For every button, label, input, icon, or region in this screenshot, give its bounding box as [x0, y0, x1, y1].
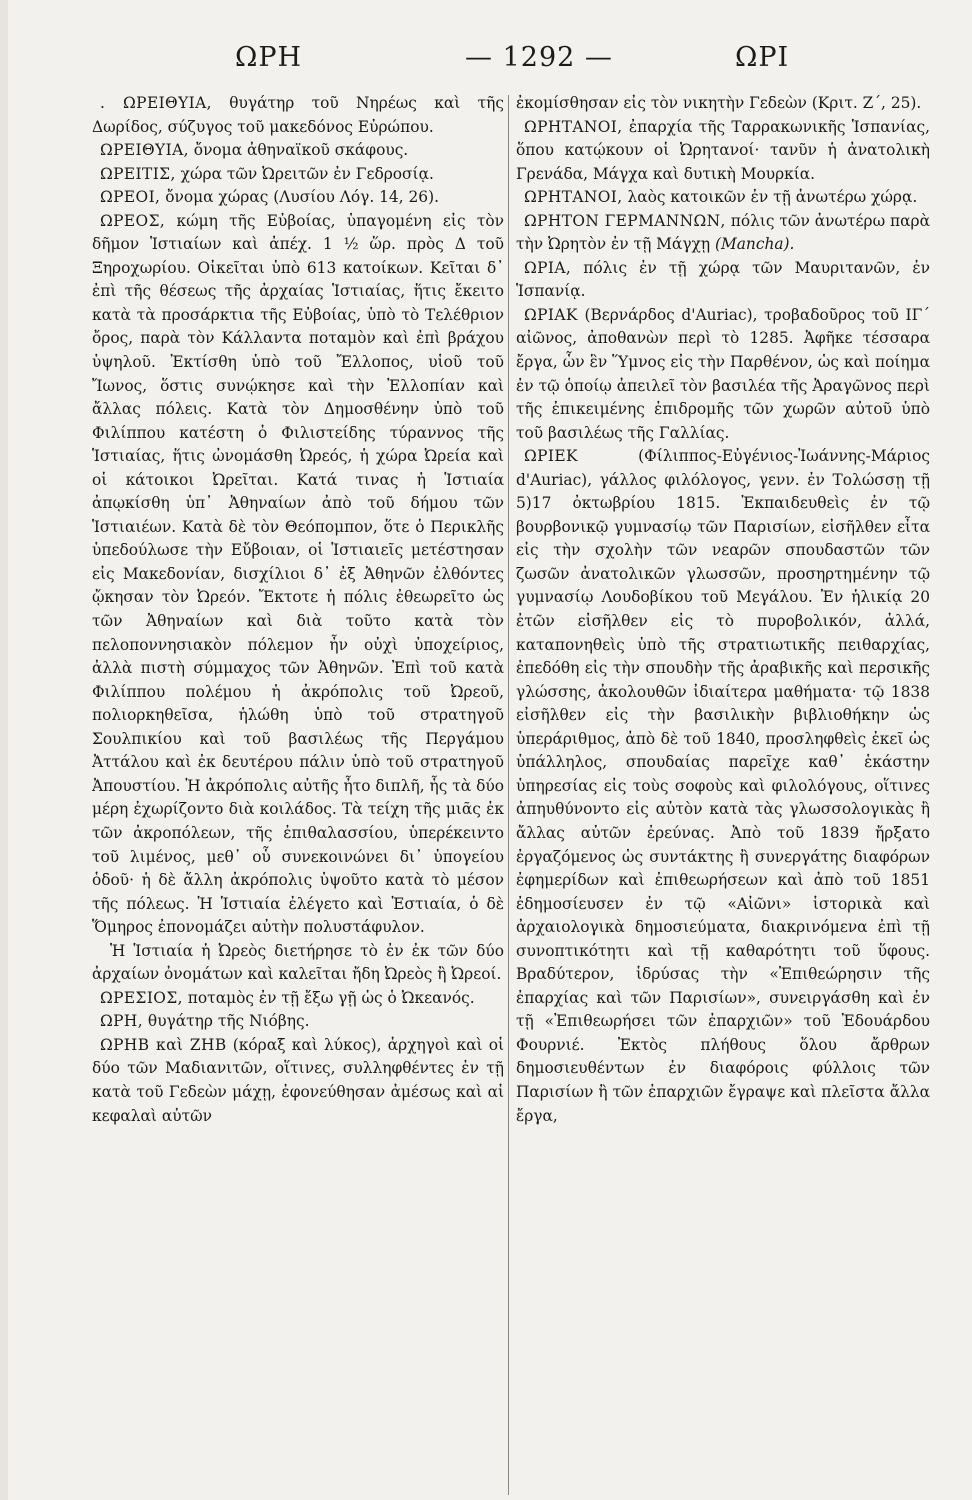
entry-text: (κόραξ καὶ λύκος), ἀρχηγοὶ καὶ οἱ δύο τῶν Μαδιανιτῶν, οἵτινες, συλληφθέντες ἐν τῇ κατὰ τοῦ Γεδεὼν μάχῃ, ἐφονεύθησαν ἀμέσως καὶ αἱ κεφαλαὶ αὐτῶν — [92, 1035, 504, 1125]
entry-text: πόλις τῶν ἀνωτέρω παρὰ τὴν Ὠρητὸν ἐν τῇ Μάγχῃ — [516, 211, 930, 254]
entry-text: κώμη τῆς Εὐβοίας, ὑπαγομένη εἰς τὸν δῆμον Ἱστιαίων καὶ ἀπέχ. 1 ½ ὥρ. πρὸς Δ τοῦ Ξηροχωρίου. Οἰκεῖται ὑπὸ 613 κατοίκων. Κεῖται δ᾽ ἐπὶ τῆς θέσεως τῆς ἀρχαίας Ἱστιαίας, ἥτις ἔκειτο κατὰ τὰ προσάρκτια τῆς Εὐβοίας, ὑπὸ τὸ Τελέθριον ὄρος, παρὰ τὸν Κάλλαντα ποταμὸν καὶ ἐπὶ βράχου ὑψηλοῦ. Ἐκτίσθη ὑπὸ τοῦ Ἔλλοπος, υἱοῦ τοῦ Ἴωνος, ὅστις συνῴκησε καὶ τὴν Ἐλλοπίαν καὶ ἄλλας πόλεις. Κατὰ τὸν Δημοσθένην ὑπὸ τοῦ Φιλίππου κατέστη ὁ Φιλιστείδης τύραννος τῆς Ἱστιαίας, ἥτις ὠνομάσθη Ὠρεός, ἡ χώρα Ὠρεία καὶ οἱ κάτοικοι Ὠρεῖται. Κατά τινας ἡ Ἱστιαία ἀπῳκίσθη ὑπ᾽ Ἀθηναίων ἀπὸ τοῦ δήμου τῶν Ἱστιαιέων. Κατὰ δὲ τὸν Θεόπομπον, ὅτε ὁ Περικλῆς ὑπεδούλωσε τὴν Εὔβοιαν, οἱ Ἱστιαιεῖς μετέστησαν εἰς Μακεδονίαν, δισχίλιοι δ᾽ ἐξ Ἀθηνῶν ἐλθόντες ᾤκησαν τὸν Ὠρεόν. Ἔκτοτε ἡ πόλις ἐθεωρεῖτο ὡς τῶν Ἀθηναίων καὶ διὰ τοῦτο κατὰ τὸν πελοποννησιακὸν πόλεμον ἦν οὐχὶ ὑποχείριος, ἀλλὰ πιστὴ σύμμαχος τῶν Ἀθηνῶν. Ἐπὶ τοῦ κατὰ Φιλίππου πολέμου ἡ ἀκρόπολις τοῦ Ὠρεοῦ, πολιορκηθεῖσα, ἡλώθη ὑπὸ τοῦ στρατηγοῦ Σουλπικίου καὶ τοῦ βασιλέως τῆς Περγάμου Ἀττάλου καὶ ἐκ δευτέρου πάλιν ὑπὸ τοῦ στρατηγοῦ Ἀπουστίου. Ἡ ἀκρόπολις αὐτῆς ἦτο διπλῆ, ἧς τὰ δύο μέρη ἐχωρίζοντο διὰ κοιλάδος. Τὰ τείχη τῆς μιᾶς ἐκ τῶν ἀκροπόλεων, τῆς ἐπιθαλασσίου, ὑπερέκειντο τοῦ λιμένος, μεθ᾽ οὗ συνεκοινώνει δι᾽ ὑπογείου ὁδοῦ· ἡ δὲ ἄλλη ἀκρόπολις ὑψοῦτο κατὰ τὸ μέσον τῆς πόλεως. Ἡ Ἱστιαία ἐλέγετο καὶ Ἑστιαία, ὁ δὲ Ὅμηρος ἐπονομάζει αὐτὴν πολυστάφυλον. — [92, 211, 504, 937]
dictionary-entry — [516, 304, 930, 445]
running-head — [70, 42, 790, 82]
entry-headword: ΩΡΗΤΑΝΟΙ, — [524, 188, 623, 207]
entry-headword: ΩΡΗ, — [100, 1012, 144, 1031]
entry-text: ἐπαρχία τῆς Ταρρακωνικῆς Ἱσπανίας, ὅπου κατῴκουν οἱ Ὠρητανοί· τανῦν ἡ ἀνατολικὴ Γρενάδα, Μάγχα καὶ δυτικὴ Μουρκία. — [516, 117, 930, 183]
running-head-right: ΩΡΙ — [735, 42, 790, 73]
dictionary-entry — [92, 92, 504, 139]
entry-text: ὄνομα χώρας (Λυσίου Λόγ. 14, 26). — [160, 188, 439, 207]
entry-text: (Φίλιππος-Εὐγένιος-Ἰωάννης-Μάριος d'Auriac), γάλλος φιλόλογος, γενν. ἐν Τολώσσῃ τῇ 5)17 ὀκτωβρίου 1815. Ἐκπαιδευθεὶς ἐν τῷ βουρβονικῷ γυμνασίῳ τῶν Παρισίων, εἰσῆλθεν εἶτα εἰς τὴν σχολὴν τῶν νεαρῶν σπουδαστῶν τῶν ζωσῶν ἀνατολικῶν γλωσσῶν, προσηρτημένην τῷ γυμνασίῳ Λουδοβίκου τοῦ Μεγάλου. Ἐν ἡλικίᾳ 20 ἐτῶν εἰσῆλθεν εἰς τὸ πυροβολικόν, ἀλλά, καταπονηθεὶς ὑπὸ τῆς στρατιωτικῆς πειθαρχίας, ἐπεδόθη εἰς τὴν σπουδὴν τῆς ἀραβικῆς καὶ περσικῆς γλώσσης, ἀκολουθῶν ἰδιαίτερα μαθήματα· τῷ 1838 εἰσῆλθεν εἰς τὴν βασιλικὴν βιβλιοθήκην ὡς ὑπεράριθμος, ἀπὸ δὲ τοῦ 1840, προσληφθεὶς ἐκεῖ ὡς ὑπάλληλος, σπουδαίας παρεῖχε καθ᾽ ἑκάστην ὑπηρεσίας εἰς τοὺς σοφοὺς καὶ φιλολόγους, οἵτινες ἀπηυθύνοντο εἰς αὐτὸν κατὰ τὰς γλωσσολογικὰς ἢ ἄλλας αὐτῶν ἐρεύνας. Ἀπὸ τοῦ 1839 ἤρξατο ἐργαζόμενος ὡς συντάκτης ἢ συνεργάτης διαφόρων ἐφημερίδων καὶ ἐπιθεωρήσεων καὶ ἀπὸ τοῦ 1851 ἐδημοσίευσεν ἐν τῷ «Αἰῶνι» ἱστορικὰ καὶ ἀρχαιολογικὰ δημοσιεύματα, διακρινόμενα ἐπὶ τῇ συνοπτικότητι καὶ τῇ καθαρότητι τοῦ ὕφους. Βραδύτερον, ἱδρύσας τὴν «Ἐπιθεώρησιν τῆς ἐπαρχίας καὶ τῶν Παρισίων», συνειργάσθη καὶ ἐν τῇ «Ἐπιθεωρήσει τῶν ἐπαρχιῶν» τοῦ Ἐδουάρδου Φουρνιέ. Ἐκτὸς πλήθους ὅλου ἄρθρων δημοσιευθέντων ἐν διαφόροις φύλλοις τῶν Παρισίων ἢ τῶν ἐπαρχιῶν ἔγραψε καὶ πλεῖστα ἄλλα ἔργα, — [516, 447, 930, 1125]
dictionary-entry — [516, 445, 930, 1128]
entry-headword: ΩΡΗΤΑΝΟΙ, — [524, 117, 623, 136]
dictionary-entry — [92, 139, 504, 163]
entry-text: πόλις ἐν τῇ χώρᾳ τῶν Μαυριτανῶν, ἐν Ἱσπανίᾳ. — [516, 258, 930, 301]
entry-text: ἐκομίσθησαν εἰς τὸν νικητὴν Γεδεὼν (Κριτ. Ζ΄, 25). — [516, 94, 922, 112]
entry-headword: ΩΡΕΟΣ, — [100, 211, 166, 230]
page-number: — 1292 — — [465, 42, 613, 73]
dictionary-entry — [92, 210, 504, 940]
entry-headword: ΩΡΙΑ, — [524, 258, 572, 277]
right-column — [516, 92, 930, 1492]
entry-text: Ἡ Ἱστιαία ἡ Ὠρεὸς διετήρησε τὸ ἐν ἐκ τῶν δύο ἀρχαίων ὀνομάτων καὶ καλεῖται ἤδη Ὠρεὸς ἢ Ὠρεοί. — [92, 941, 504, 984]
dictionary-entry — [516, 186, 930, 210]
entry-headword: . ΩΡΕΙΘΥΙΑ, — [100, 94, 212, 112]
dictionary-entry — [92, 1010, 504, 1034]
dictionary-entry — [92, 940, 504, 987]
page-edge-shadow — [0, 0, 8, 1500]
dictionary-entry — [516, 210, 930, 257]
dictionary-entry — [516, 92, 930, 116]
entry-text: ὄνομα ἀθηναϊκοῦ σκάφους. — [188, 141, 409, 160]
entry-text: ποταμὸς ἐν τῇ ἔξω γῇ ὡς ὁ Ὠκεανός. — [182, 988, 475, 1007]
entry-latin-term: (Mancha). — [714, 235, 795, 254]
dictionary-entry — [92, 987, 504, 1011]
entry-headword: ΩΡΕΙΤΙΣ, — [100, 164, 176, 183]
entry-headword: ΩΡΗΤΟΝ ΓΕΡΜΑΝΝΩΝ, — [524, 211, 726, 230]
entry-headword: ΩΡΕΣΙΟΣ, — [100, 988, 183, 1007]
left-column — [92, 92, 504, 1492]
dictionary-entry — [516, 116, 930, 187]
entry-headword: ΩΡΕΟΙ, — [100, 188, 161, 207]
entry-text: λαὸς κατοικῶν ἐν τῇ ἀνωτέρω χώρᾳ. — [622, 188, 918, 207]
dictionary-entry — [92, 1034, 504, 1128]
entry-text: θυγάτηρ τοῦ Νηρέως καὶ τῆς Δωρίδος, σύζυγος τοῦ μακεδόνος Εὐρώπου. — [92, 94, 504, 136]
entry-text: χώρα τῶν Ὠρειτῶν ἐν Γεδροσίᾳ. — [175, 164, 434, 183]
entry-headword: ΩΡΙΕΚ — [524, 447, 578, 466]
entry-headword: ΩΡΗΒ καὶ ΖΗΒ — [100, 1035, 227, 1054]
dictionary-entry — [516, 257, 930, 304]
dictionary-entry — [92, 163, 504, 187]
running-head-left: ΩΡΗ — [235, 42, 303, 73]
entry-text: (Βερνάρδος d'Auriac), τροβαδοῦρος τοῦ ΙΓ΄ αἰῶνος, ἀποθανὼν περὶ τὸ 1285. Ἀφῆκε τέσσαρα ἔργα, ὧν ἓν Ὕμνος εἰς τὴν Παρθένον, ὡς καὶ ποίημα ἐν τῷ ὁποίῳ ἀπειλεῖ τὸν βασιλέα τῆς Ἀραγῶνος περὶ τῆς ἐπικειμένης ἐπιδρομῆς τῶν χωρῶν αὐτοῦ ὑπὸ τοῦ βασιλέως τῆς Γαλλίας. — [516, 305, 930, 442]
dictionary-entry — [92, 186, 504, 210]
entry-headword: ΩΡΙΑΚ — [524, 305, 578, 324]
entry-headword: ΩΡΕΙΘΥΙΑ, — [100, 141, 189, 160]
entry-text: θυγάτηρ τῆς Νιόβης. — [143, 1012, 310, 1031]
column-divider — [508, 95, 509, 1495]
